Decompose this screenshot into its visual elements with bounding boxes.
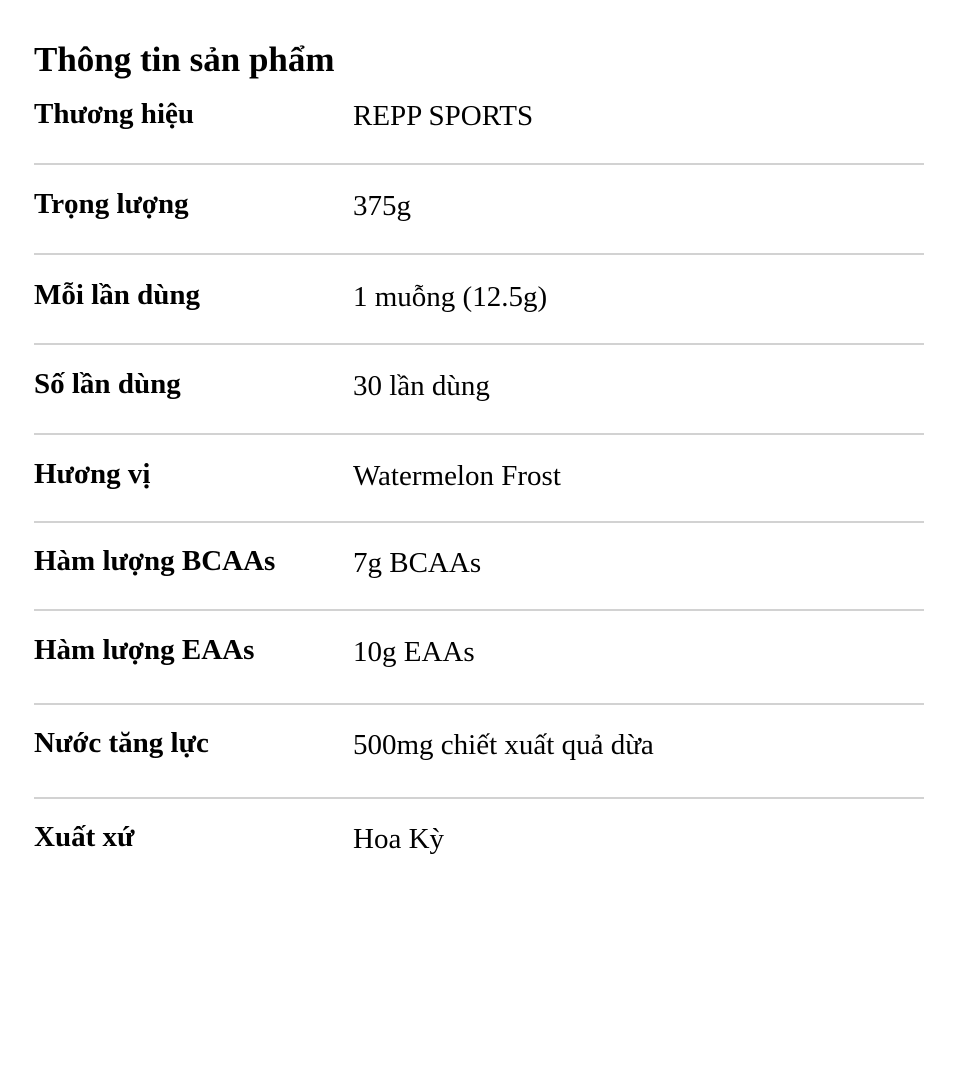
spec-label: Nước tăng lực bbox=[34, 727, 209, 759]
spec-value: 7g BCAAs bbox=[353, 547, 482, 579]
spec-label: Mỗi lần dùng bbox=[34, 279, 200, 311]
spec-label: Trọng lượng bbox=[34, 188, 189, 220]
spec-value: Hoa Kỳ bbox=[353, 823, 445, 855]
spec-label: Hàm lượng EAAs bbox=[34, 634, 255, 666]
spec-label: Xuất xứ bbox=[34, 821, 135, 853]
spec-value: 1 muỗng (12.5g) bbox=[353, 281, 548, 313]
spec-value: REPP SPORTS bbox=[353, 100, 534, 132]
spec-row-weight bbox=[34, 165, 924, 255]
page-title: Thông tin sản phẩm bbox=[34, 40, 335, 79]
spec-label: Hàm lượng BCAAs bbox=[34, 545, 276, 577]
spec-row-bcaas bbox=[34, 523, 924, 611]
spec-row-energy bbox=[34, 705, 924, 799]
spec-row-serving-size bbox=[34, 255, 924, 345]
spec-value: 10g EAAs bbox=[353, 636, 475, 668]
spec-row-servings bbox=[34, 345, 924, 435]
product-info-table bbox=[34, 76, 924, 889]
spec-value: 500mg chiết xuất quả dừa bbox=[353, 729, 654, 761]
spec-value: 30 lần dùng bbox=[353, 370, 490, 402]
spec-label: Số lần dùng bbox=[34, 368, 181, 400]
spec-label: Thương hiệu bbox=[34, 98, 194, 130]
spec-row-flavor bbox=[34, 435, 924, 523]
spec-row-eaas bbox=[34, 611, 924, 705]
spec-row-origin bbox=[34, 799, 924, 889]
spec-value: 375g bbox=[353, 190, 411, 222]
spec-row-brand bbox=[34, 76, 924, 165]
spec-label: Hương vị bbox=[34, 458, 151, 490]
spec-value: Watermelon Frost bbox=[353, 460, 561, 492]
